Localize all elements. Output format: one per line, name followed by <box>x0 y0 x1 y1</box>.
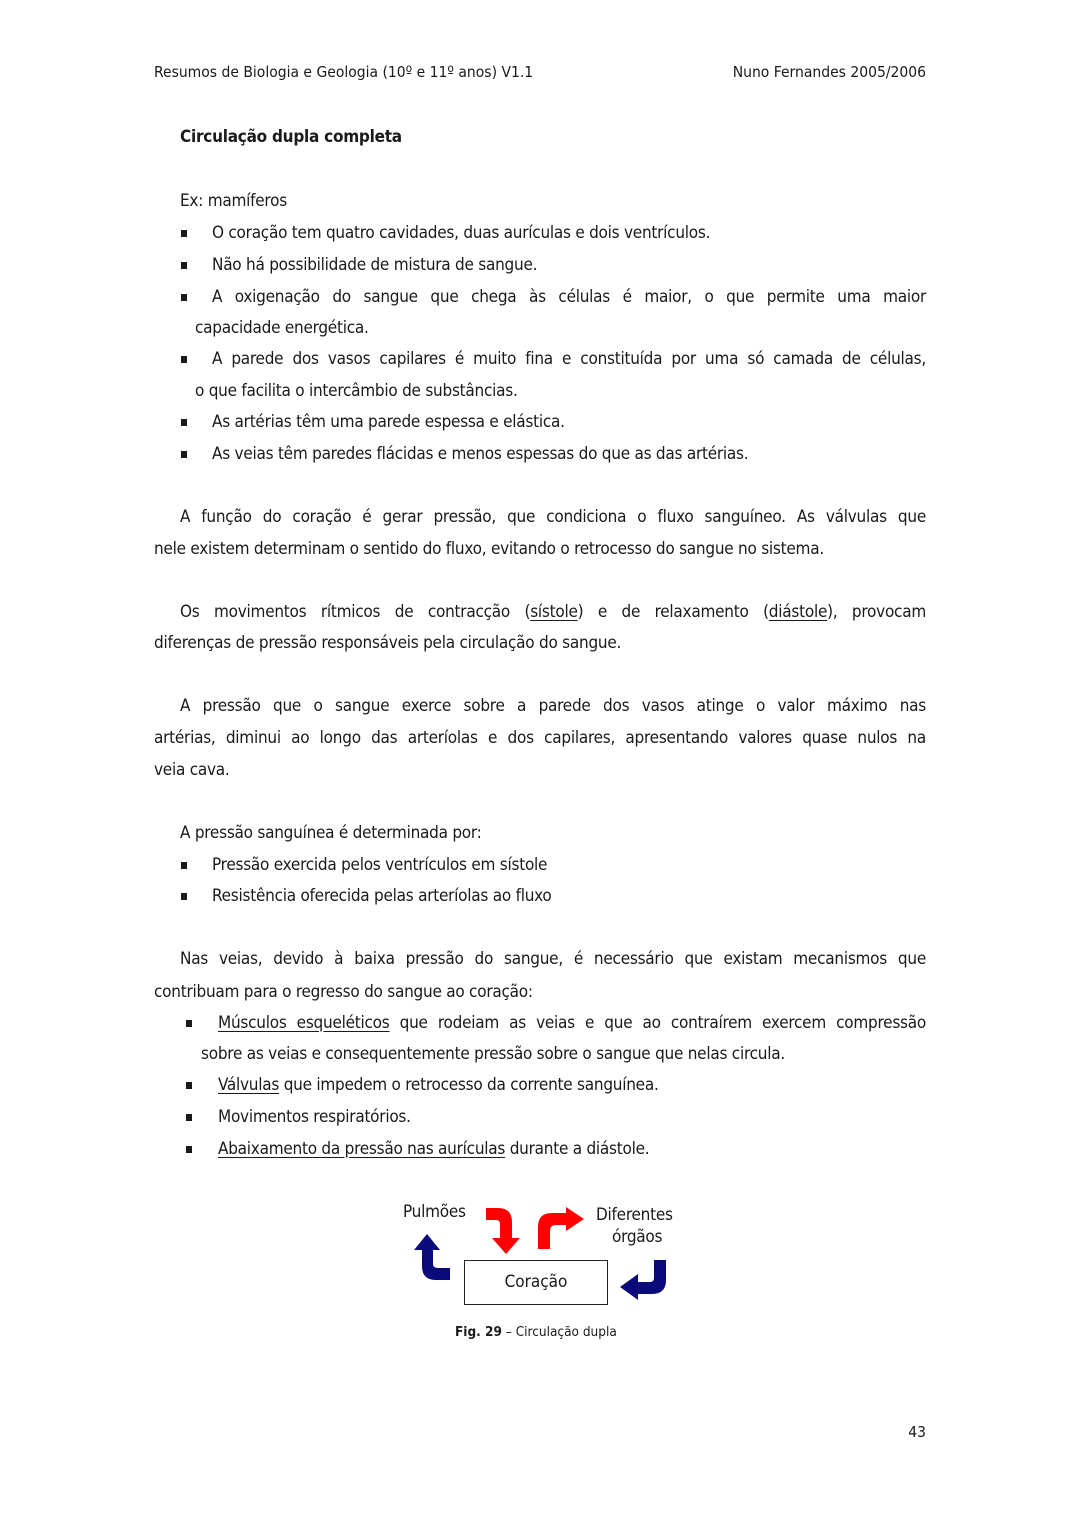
text-span: que impedem o retrocesso da corrente sanguínea. <box>279 1075 659 1095</box>
list-item: Pressão exercida pelos ventrículos em sístole <box>212 855 548 875</box>
bullet-icon <box>186 1082 192 1089</box>
text-span: ) e de relaxamento ( <box>577 602 769 622</box>
red-arrow-up-right-icon <box>536 1207 586 1251</box>
caption-text: – Circulação dupla <box>501 1324 617 1340</box>
bullet-icon <box>181 419 187 426</box>
list-item: Movimentos respiratórios. <box>218 1107 411 1127</box>
paragraph-line: A função do coração é gerar pressão, que condiciona o fluxo sanguíneo. As válvulas que <box>180 507 926 527</box>
bullet-icon <box>181 893 187 900</box>
term-skeletal-muscles: Músculos esqueléticos <box>218 1013 390 1033</box>
bullet-icon <box>181 230 187 237</box>
list-item-continuation: sobre as veias e consequentemente pressão sobre o sangue que nelas circula. <box>201 1044 785 1064</box>
bullet-icon <box>181 262 187 269</box>
bullet-icon <box>181 294 187 301</box>
blue-arrow-left-icon <box>618 1258 670 1300</box>
label-organs-line1: Diferentes <box>596 1205 673 1225</box>
page-number: 43 <box>908 1423 926 1441</box>
list-item: As veias têm paredes flácidas e menos espessas do que as das artérias. <box>212 444 749 464</box>
bullet-icon <box>181 451 187 458</box>
text-span: que rodeiam as veias e que ao contraírem exercem compressão <box>389 1013 926 1033</box>
paragraph-line: veia cava. <box>154 760 230 780</box>
running-header-right: Nuno Fernandes 2005/2006 <box>732 63 926 81</box>
list-item <box>218 1139 649 1159</box>
label-lungs: Pulmões <box>403 1202 466 1222</box>
paragraph-line: contribuam para o regresso do sangue ao coração: <box>154 982 533 1002</box>
label-heart: Coração <box>504 1272 568 1292</box>
term-systole: sístole <box>530 602 578 622</box>
paragraph-line: diferenças de pressão responsáveis pela circulação do sangue. <box>154 633 622 653</box>
example-label: Ex: mamíferos <box>180 191 287 211</box>
bullet-icon <box>186 1146 192 1153</box>
paragraph-line: artérias, diminui ao longo das arteríolas e dos capilares, apresentando valores quase nulos na <box>154 728 926 748</box>
list-item <box>218 1013 926 1033</box>
text-span: Os movimentos rítmicos de contracção ( <box>180 602 531 622</box>
list-item: Não há possibilidade de mistura de sangue. <box>212 255 538 275</box>
text-span: ), provocam <box>827 602 926 622</box>
red-arrow-down-icon <box>484 1206 524 1256</box>
list-item: A parede dos vasos capilares é muito fina e constituída por uma só camada de células, <box>212 349 926 369</box>
figure-caption <box>455 1324 617 1340</box>
term-diastole: diástole <box>768 602 828 622</box>
list-item: Resistência oferecida pelas arteríolas ao fluxo <box>212 886 552 906</box>
bullet-icon <box>181 862 187 869</box>
running-header-left: Resumos de Biologia e Geologia (10º e 11º anos) V1.1 <box>154 63 534 81</box>
label-organs-line2: órgãos <box>612 1227 663 1247</box>
term-valves: Válvulas <box>218 1075 280 1095</box>
list-item-continuation: o que facilita o intercâmbio de substâncias. <box>195 381 518 401</box>
bullet-icon <box>181 356 187 363</box>
list-item-continuation: capacidade energética. <box>195 318 369 338</box>
heart-box <box>464 1260 608 1305</box>
paragraph-line <box>180 602 926 622</box>
list-item: O coração tem quatro cavidades, duas aurículas e dois ventrículos. <box>212 223 711 243</box>
paragraph-line: A pressão que o sangue exerce sobre a parede dos vasos atinge o valor máximo nas <box>180 696 926 716</box>
list-item <box>218 1075 659 1095</box>
paragraph-line: nele existem determinam o sentido do fluxo, evitando o retrocesso do sangue no sistema. <box>154 539 824 559</box>
list-item: As artérias têm uma parede espessa e elástica. <box>212 412 565 432</box>
blue-arrow-up-icon <box>414 1232 454 1282</box>
paragraph-line: A pressão sanguínea é determinada por: <box>180 823 482 843</box>
caption-number: Fig. 29 <box>455 1324 502 1340</box>
bullet-icon <box>186 1114 192 1121</box>
text-span: durante a diástole. <box>505 1139 650 1159</box>
bullet-icon <box>186 1020 192 1027</box>
term-atrial-pressure-drop: Abaixamento da pressão nas aurículas <box>218 1139 506 1159</box>
section-title: Circulação dupla completa <box>180 127 402 147</box>
paragraph-line: Nas veias, devido à baixa pressão do sangue, é necessário que existam mecanismos que <box>180 949 926 969</box>
list-item: A oxigenação do sangue que chega às células é maior, o que permite uma maior <box>212 287 926 307</box>
